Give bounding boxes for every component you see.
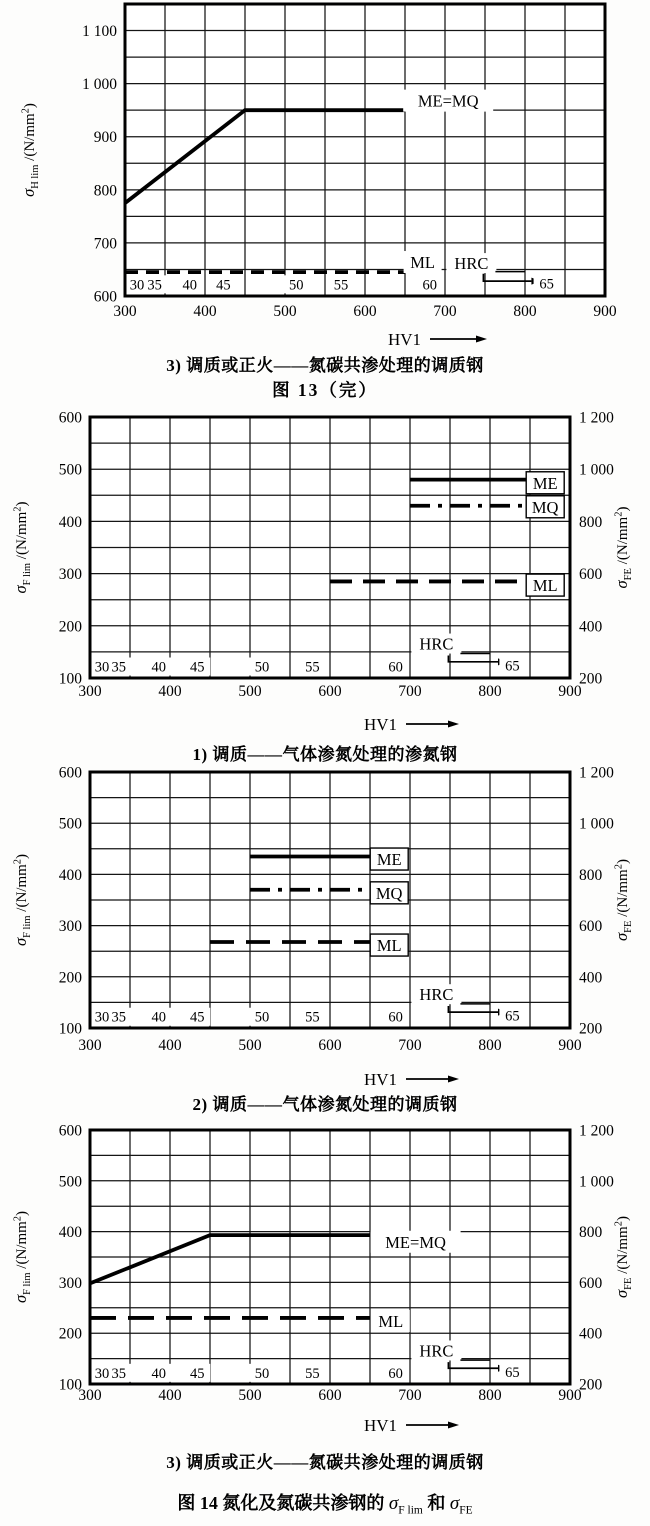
svg-text:900: 900 [93,129,117,147]
svg-text:MQ: MQ [375,883,403,903]
svg-text:700: 700 [398,1037,422,1054]
figure14-title-mid: 和 [422,1493,450,1513]
sigma-fe-subscript: FE [459,1504,473,1517]
y-axis-title-left: $\sigma_{F lim}$ $/(N/mm^2)$ [11,1210,33,1304]
sigma-fe-symbol: σ [449,1493,460,1514]
svg-text:1 000: 1 000 [579,815,614,833]
svg-text:45: 45 [189,1365,205,1382]
chart-fig14-3 [0,1116,650,1442]
svg-text:HRC: HRC [454,254,489,274]
svg-text:35: 35 [111,1009,127,1026]
svg-text:500: 500 [58,815,82,833]
svg-text:900: 900 [558,683,582,700]
svg-text:60: 60 [422,277,438,294]
svg-text:300: 300 [58,566,82,584]
figure14-title-prefix: 图 14 氮化及氮碳共渗钢的 [177,1493,389,1513]
svg-text:55: 55 [333,277,349,294]
svg-text:ME=MQ: ME=MQ [385,1232,446,1252]
svg-text:40: 40 [151,1009,167,1026]
svg-text:100: 100 [58,1020,82,1038]
svg-text:300: 300 [113,303,137,320]
svg-text:300: 300 [58,1274,82,1292]
y-axis-title-right: $\sigma_{FE}$ $/(N/mm^2)$ [612,1216,634,1298]
svg-text:30: 30 [129,277,145,294]
svg-text:800: 800 [478,683,502,700]
svg-text:600: 600 [93,288,117,306]
svg-text:ME=MQ: ME=MQ [417,91,479,111]
svg-text:60: 60 [388,1365,403,1382]
svg-text:HV1: HV1 [363,1070,397,1088]
svg-text:600: 600 [318,1037,342,1054]
svg-text:600: 600 [318,683,342,700]
svg-text:30: 30 [94,1365,110,1382]
svg-text:500: 500 [58,461,82,479]
svg-text:100: 100 [58,670,82,688]
svg-text:200: 200 [579,670,603,688]
svg-text:55: 55 [305,1365,320,1382]
svg-text:1 200: 1 200 [579,764,614,782]
y-axis-title-right: $\sigma_{FE}$ $/(N/mm^2)$ [612,506,634,589]
svg-text:900: 900 [558,1037,582,1054]
svg-text:600: 600 [318,1387,342,1404]
svg-text:100: 100 [58,1376,82,1394]
y-axis-title-left: $\sigma_{F lim}$ $/(N/mm^2)$ [11,853,33,947]
svg-text:400: 400 [58,513,82,531]
svg-text:400: 400 [158,1037,182,1054]
svg-text:600: 600 [579,566,603,584]
svg-text:600: 600 [579,1274,603,1292]
svg-text:30: 30 [94,1009,110,1026]
svg-text:65: 65 [505,658,520,675]
svg-text:800: 800 [478,1037,502,1054]
svg-text:1 200: 1 200 [579,409,614,427]
svg-text:400: 400 [158,1387,182,1404]
svg-text:500: 500 [238,683,262,700]
svg-text:500: 500 [58,1173,82,1191]
svg-text:600: 600 [58,1122,82,1140]
chart2-caption: 1) 调质——气体渗氮处理的渗氮钢 [192,745,458,764]
svg-text:800: 800 [579,513,603,531]
svg-text:900: 900 [593,303,617,320]
x-axis-label [364,1416,459,1435]
svg-text:HV1: HV1 [387,330,421,349]
svg-text:45: 45 [189,659,205,676]
svg-text:200: 200 [579,1020,603,1038]
svg-text:400: 400 [579,1325,603,1343]
svg-text:50: 50 [254,1009,270,1026]
svg-text:400: 400 [58,1224,82,1242]
svg-text:700: 700 [398,683,422,700]
svg-text:200: 200 [579,1376,603,1394]
svg-text:900: 900 [558,1387,582,1404]
svg-text:HV1: HV1 [363,1416,397,1435]
svg-text:ML: ML [410,253,435,273]
svg-text:HV1: HV1 [363,715,397,734]
svg-text:300: 300 [78,1387,102,1404]
svg-text:HRC: HRC [419,634,454,654]
svg-text:1 000: 1 000 [579,461,614,479]
svg-text:700: 700 [433,303,457,320]
svg-text:800: 800 [93,182,117,200]
svg-text:ML: ML [376,936,402,956]
svg-text:400: 400 [579,969,603,987]
sigma-f-lim-symbol: σ [388,1493,399,1514]
x-axis-label [364,1070,459,1088]
series-labels [370,848,408,956]
svg-text:65: 65 [539,276,554,293]
svg-text:200: 200 [58,969,82,987]
svg-text:300: 300 [78,1037,102,1054]
svg-text:ME: ME [532,473,558,493]
svg-text:HRC: HRC [419,985,454,1005]
svg-text:800: 800 [579,1224,603,1242]
svg-text:HRC: HRC [419,1341,454,1361]
svg-text:400: 400 [193,303,217,320]
svg-text:60: 60 [388,659,403,676]
svg-text:1 200: 1 200 [579,1122,614,1140]
svg-text:40: 40 [151,1365,167,1382]
svg-text:30: 30 [94,659,110,676]
svg-text:40: 40 [182,277,198,294]
x-axis-label [388,330,487,349]
svg-text:40: 40 [151,659,167,676]
svg-text:1 000: 1 000 [82,76,117,94]
svg-text:ML: ML [532,576,558,596]
svg-text:800: 800 [478,1387,502,1404]
svg-text:600: 600 [58,764,82,782]
svg-text:200: 200 [58,618,82,636]
svg-text:800: 800 [579,866,603,884]
chart-fig14-1 [0,400,650,736]
y-axis-title-left: $\sigma_{F lim}$ $/(N/mm^2)$ [11,501,33,594]
svg-text:55: 55 [305,659,320,676]
chart1-caption: 3) 调质或正火——氮碳共渗处理的调质钢 [166,356,484,375]
svg-text:300: 300 [58,918,82,936]
figure13-label: 图 13（完） [272,380,378,400]
svg-text:50: 50 [254,1365,270,1382]
svg-text:500: 500 [238,1037,262,1054]
svg-text:600: 600 [579,918,603,936]
svg-text:200: 200 [58,1325,82,1343]
svg-text:ME: ME [376,850,402,870]
chart-fig13-3 [0,0,650,352]
svg-text:60: 60 [388,1009,403,1026]
svg-text:50: 50 [254,659,270,676]
svg-text:300: 300 [78,683,102,700]
svg-text:600: 600 [58,409,82,427]
x-axis-label [364,715,459,734]
svg-text:400: 400 [58,866,82,884]
svg-text:65: 65 [505,1364,520,1381]
svg-text:400: 400 [579,618,603,636]
svg-text:MQ: MQ [531,497,559,517]
svg-text:45: 45 [189,1009,205,1026]
svg-text:700: 700 [398,1387,422,1404]
chart3-caption: 2) 调质——气体渗氮处理的调质钢 [192,1095,458,1114]
svg-text:600: 600 [353,303,377,320]
y-axis-title-left: $\sigma_{H lim}$ $/(N/mm^2)$ [19,103,41,197]
svg-text:35: 35 [147,277,162,294]
svg-text:45: 45 [216,277,231,294]
svg-text:1 100: 1 100 [82,23,117,41]
svg-text:50: 50 [288,277,304,294]
svg-text:400: 400 [158,683,182,700]
svg-text:800: 800 [513,303,537,320]
svg-text:1 000: 1 000 [579,1173,614,1191]
svg-text:35: 35 [111,1365,127,1382]
chart-fig14-2 [0,758,650,1088]
chart4-caption: 3) 调质或正火——氮碳共渗处理的调质钢 [166,1453,484,1472]
sigma-f-lim-subscript: F lim [398,1504,423,1517]
svg-text:ML: ML [378,1312,404,1332]
svg-text:700: 700 [93,235,117,253]
svg-text:65: 65 [505,1008,520,1025]
svg-text:500: 500 [238,1387,262,1404]
svg-text:55: 55 [305,1009,320,1026]
y-axis-title-right: $\sigma_{FE}$ $/(N/mm^2)$ [612,859,634,941]
svg-text:500: 500 [273,303,297,320]
svg-text:35: 35 [111,659,127,676]
figure14-title [0,1489,650,1517]
